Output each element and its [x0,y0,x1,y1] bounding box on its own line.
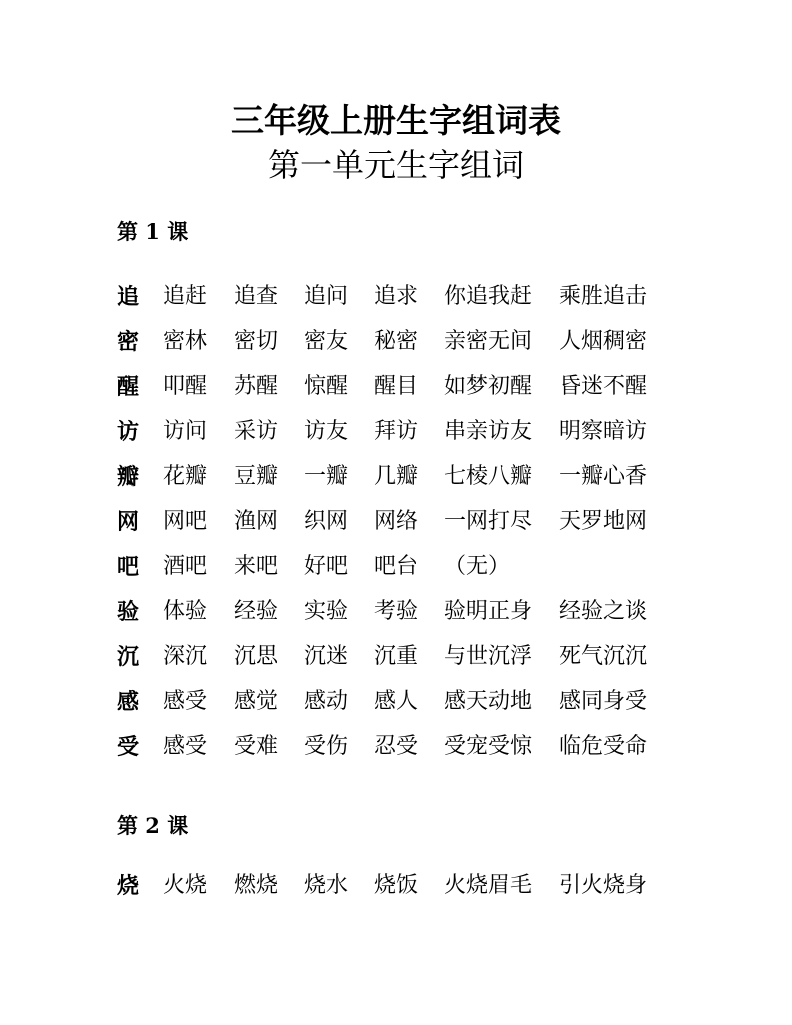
vocab-idiom: 你追我赶 [444,284,533,309]
vocab-idiom: 如梦初醒 [444,374,533,399]
vocab-word: 访问 [163,419,208,444]
vocab-word: 燃烧 [234,873,279,898]
vocab-idiom: 验明正身 [444,599,533,624]
vocab-word: 烧饭 [374,873,419,898]
vocab-char: 受 [117,734,140,760]
vocab-idiom: 引火烧身 [559,873,648,898]
vocab-char: 吧 [117,554,140,580]
vocab-word: 吧台 [374,554,419,579]
vocab-word: 秘密 [374,329,419,354]
vocab-word: 网吧 [163,509,208,534]
vocab-idiom: 昏迷不醒 [559,374,648,399]
vocab-word: 经验 [234,599,279,624]
vocab-word: 追问 [304,284,349,309]
vocab-word: 感受 [163,689,208,714]
vocab-word: 几瓣 [374,464,419,489]
vocab-word: 一瓣 [304,464,349,489]
vocab-word: 密切 [234,329,279,354]
vocab-word: 实验 [304,599,349,624]
lesson-heading: 第 1 课 [117,219,189,244]
vocab-idiom: 死气沉沉 [559,644,648,669]
vocab-word: 密林 [163,329,208,354]
page-subtitle: 第一单元生字组词 [267,146,524,184]
vocab-char: 醒 [117,374,140,400]
vocab-idiom: 受宠受惊 [444,734,533,759]
vocab-idiom: 与世沉浮 [444,644,533,669]
page-title: 三年级上册生字组词表 [231,101,561,140]
vocab-char: 瓣 [117,464,140,490]
vocab-word: 醒目 [374,374,419,399]
vocab-word: 受伤 [304,734,349,759]
vocab-idiom: 人烟稠密 [559,329,648,354]
vocab-idiom: 一瓣心香 [559,464,648,489]
vocab-idiom: 乘胜追击 [559,284,648,309]
vocab-word: 体验 [163,599,208,624]
vocab-word: 密友 [304,329,349,354]
vocab-word: 受难 [234,734,279,759]
vocab-word: 考验 [374,599,419,624]
vocab-char: 烧 [117,873,140,899]
vocab-word: 采访 [234,419,279,444]
vocab-idiom: 感天动地 [444,689,533,714]
vocab-word: 访友 [304,419,349,444]
vocab-word: 感人 [374,689,419,714]
vocab-word: 豆瓣 [234,464,279,489]
vocab-word: 追赶 [163,284,208,309]
vocab-idiom: 明察暗访 [559,419,648,444]
vocab-idiom: 经验之谈 [559,599,648,624]
vocab-word: 沉重 [374,644,419,669]
vocab-word: 好吧 [304,554,349,579]
vocab-word: 追求 [374,284,419,309]
vocab-word: 网络 [374,509,419,534]
vocab-word: 沉思 [234,644,279,669]
vocab-idiom: 火烧眉毛 [444,873,533,898]
vocab-word: 酒吧 [163,554,208,579]
vocab-word: 深沉 [163,644,208,669]
vocab-word: 烧水 [304,873,349,898]
vocab-word: 叩醒 [163,374,208,399]
vocab-word: 追查 [234,284,279,309]
lesson-heading: 第 2 课 [117,813,189,838]
vocab-idiom: 七棱八瓣 [444,464,533,489]
vocab-word: 来吧 [234,554,279,579]
vocab-word: 渔网 [234,509,279,534]
vocab-char: 验 [117,599,140,625]
vocab-word: 织网 [304,509,349,534]
vocab-word: 沉迷 [304,644,349,669]
vocab-idiom: 一网打尽 [444,509,533,534]
vocab-word: 感受 [163,734,208,759]
vocab-word: 花瓣 [163,464,208,489]
vocab-char: 网 [117,509,140,535]
vocab-word: 感动 [304,689,349,714]
vocab-char: 感 [117,689,140,715]
vocab-word: 惊醒 [304,374,349,399]
vocab-word: 忍受 [374,734,419,759]
vocab-idiom: （无） [444,554,511,579]
vocab-word: 拜访 [374,419,419,444]
vocab-word: 苏醒 [234,374,279,399]
vocab-idiom: 感同身受 [559,689,648,714]
vocab-word: 感觉 [234,689,279,714]
vocab-word: 火烧 [163,873,208,898]
vocab-char: 追 [117,284,140,310]
vocab-char: 密 [117,329,140,355]
vocab-idiom: 亲密无间 [444,329,533,354]
vocab-idiom: 串亲访友 [444,419,533,444]
vocab-idiom: 临危受命 [559,734,648,759]
vocab-idiom: 天罗地网 [559,509,648,534]
vocab-char: 沉 [117,644,140,670]
vocab-char: 访 [117,419,140,445]
